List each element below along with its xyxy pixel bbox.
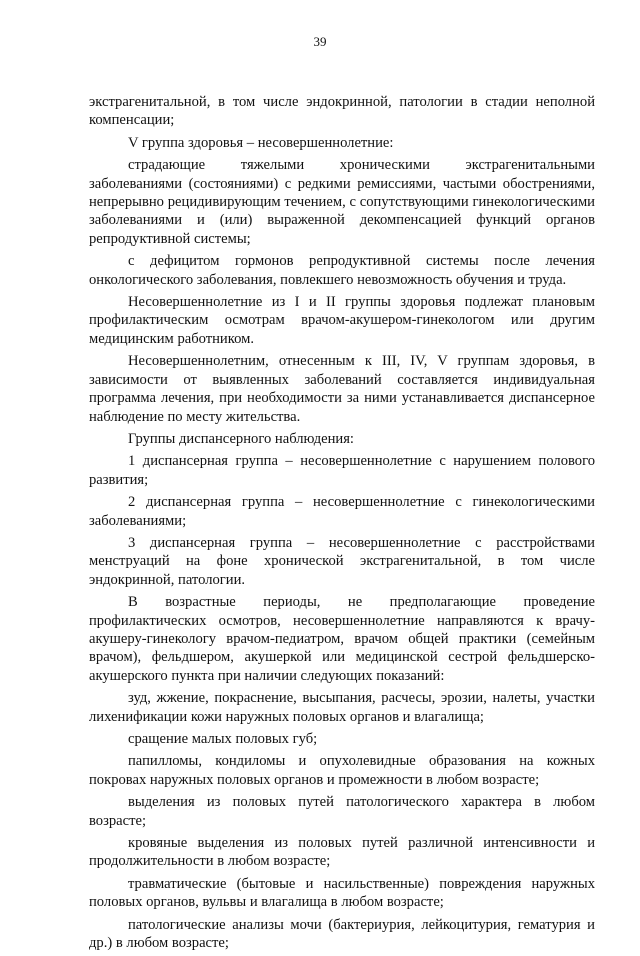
paragraph-dispensary-groups-heading: Группы диспансерного наблюдения:: [128, 430, 354, 447]
paragraph-continuation: экстрагенитальной, в том числе эндокринной, патологии в стадии неполной компенсации;: [89, 94, 595, 129]
paragraph-indication-labial-fusion: сращение малых половых губ;: [128, 731, 318, 747]
paragraph-indication-bleeding: кровяные выделения из половых путей различной интенсивности и продолжительности в любом возрасте;: [89, 835, 595, 870]
paragraph-group-v-heading: V группа здоровья – несовершеннолетние:: [128, 134, 394, 151]
paragraph-indication-itching: зуд, жжение, покраснение, высыпания, расчесы, эрозии, налеты, участки лихенификации кожи наружных половых органов и влагалища;: [89, 690, 595, 725]
paragraph-dispensary-group-1: 1 диспансерная группа – несовершеннолетние с нарушением полового развития;: [89, 453, 595, 488]
paragraph-indication-discharge: выделения из половых путей патологического характера в любом возрасте;: [89, 794, 595, 829]
paragraph-group-v-chronic: страдающие тяжелыми хроническими экстрагенитальными заболеваниями (состояниями) с редкими ремиссиями, частыми обострениями, непрерывно рецидивирующим течением, с сопутствующими гинекологическими заболеваниями и (или) выраженной декомпенсацией функций органов репродуктивной системы;: [89, 157, 595, 247]
paragraph-group-v-hormone-deficit: с дефицитом гормонов репродуктивной системы после лечения онкологического заболевания, повлекшего невозможность обучения и труда.: [89, 253, 595, 288]
page-number: 39: [313, 34, 327, 49]
paragraph-referral-indications: В возрастные периоды, не предполагающие проведение профилактических осмотров, несовершеннолетние направляются к врачу-акушеру-гинекологу врачом-педиатром, врачом общей практики (семейным врачом), фельдшером, акушеркой или медицинской сестрой фельдшерско-акушерского пункта при наличии следующих показаний:: [89, 594, 595, 684]
paragraph-groups-iii-v: Несовершеннолетним, отнесенным к III, IV, V группам здоровья, в зависимости от выявленных заболеваний составляется индивидуальная программа лечения, при необходимости за ними устанавливается диспансерное наблюдение по месту жительства.: [89, 353, 595, 425]
paragraph-dispensary-group-3: 3 диспансерная группа – несовершеннолетние с расстройствами менструаций на фоне хронической экстрагенитальной, в том числе эндокринной, патологии.: [89, 534, 595, 588]
paragraph-groups-i-ii: Несовершеннолетние из I и II группы здоровья подлежат плановым профилактическим осмотрам врачом-акушером-гинекологом или другим медицинским работником.: [89, 294, 595, 347]
document-body: [89, 93, 595, 956]
paragraph-indication-urine-tests: патологические анализы мочи (бактериурия, лейкоцитурия, гематурия и др.) в любом возрасте;: [89, 916, 595, 952]
paragraph-dispensary-group-2: 2 диспансерная группа – несовершеннолетние с гинекологическими заболеваниями;: [89, 494, 595, 529]
paragraph-indication-trauma: травматические (бытовые и насильственные) повреждения наружных половых органов, вульвы и влагалища в любом возрасте;: [89, 875, 595, 911]
paragraph-indication-papillomas: папилломы, кондиломы и опухолевидные образования на кожных покровах наружных половых органов и промежности в любом возрасте;: [89, 753, 595, 788]
